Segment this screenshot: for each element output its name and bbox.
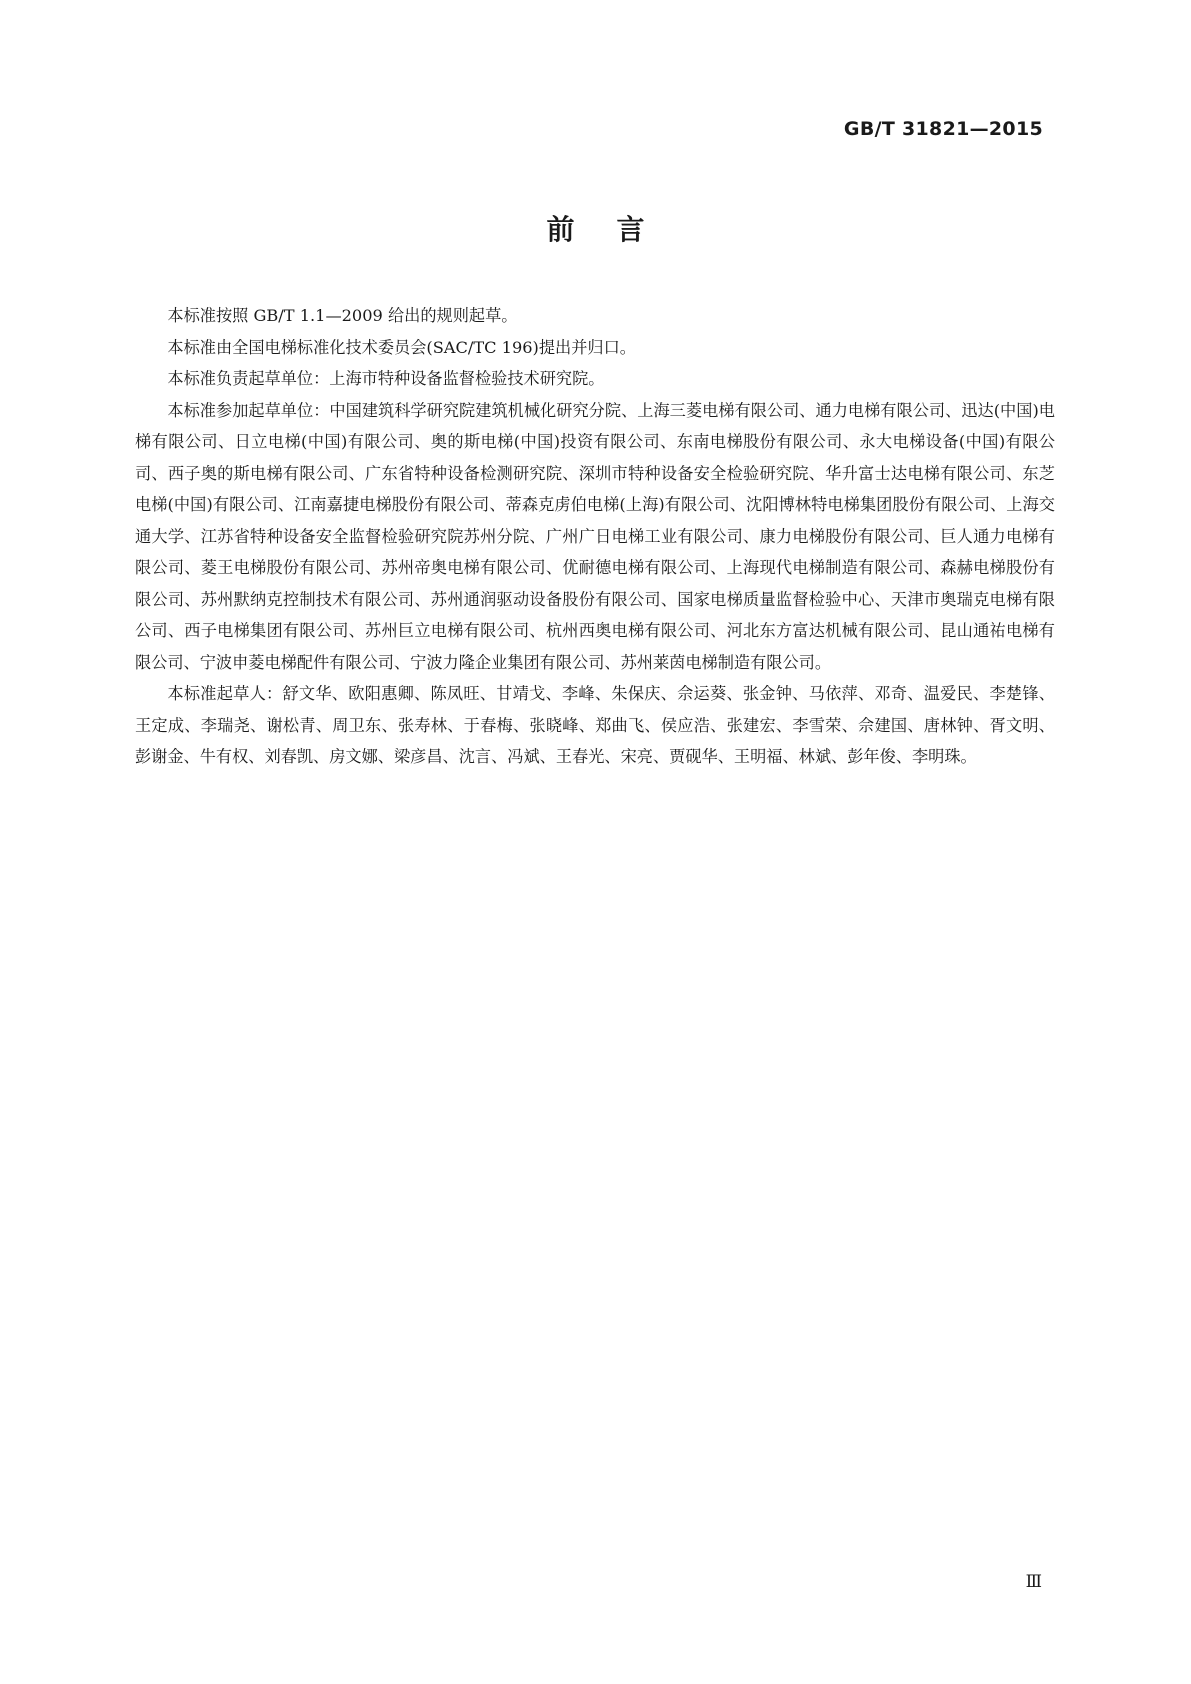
paragraph-participating-units: 本标准参加起草单位：中国建筑科学研究院建筑机械化研究分院、上海三菱电梯有限公司、通力电梯有限公司、迅达(中国)电梯有限公司、日立电梯(中国)有限公司、奥的斯电梯(中国)投资有限公司、东南电梯股份有限公司、永大电梯设备(中国)有限公司、西子奥的斯电梯有限公司、广东省特种设备检测研究院、深圳市特种设备安全检验研究院、华升富士达电梯有限公司、东芝电梯(中国)有限公司、江南嘉捷电梯股份有限公司、蒂森克虏伯电梯(上海)有限公司、沈阳博林特电梯集团股份有限公司、上海交通大学、江苏省特种设备安全监督检验研究院苏州分院、广州广日电梯工业有限公司、康力电梯股份有限公司、巨人通力电梯有限公司、菱王电梯股份有限公司、苏州帝奥电梯有限公司、优耐德电梯有限公司、上海现代电梯制造有限公司、森赫电梯股份有限公司、苏州默纳克控制技术有限公司、苏州通润驱动设备股份有限公司、国家电梯质量监督检验中心、天津市奥瑞克电梯有限公司、西子电梯集团有限公司、苏州巨立电梯有限公司、杭州西奥电梯有限公司、河北东方富达机械有限公司、昆山通祐电梯有限公司、宁波申菱电梯配件有限公司、宁波力隆企业集团有限公司、苏州莱茵电梯制造有限公司。 xyxy=(135,400,1055,672)
paragraph-drafters: 本标准起草人：舒文华、欧阳惠卿、陈凤旺、甘靖戈、李峰、朱保庆、佘运葵、张金钟、马依萍、邓奇、温爱民、李楚锋、王定成、李瑞尧、谢松青、周卫东、张寿林、于春梅、张晓峰、郑曲飞、侯应浩、张建宏、李雪荣、佘建国、唐林钟、胥文明、彭谢金、牛有权、刘春凯、房文娜、梁彦昌、沈言、冯斌、王春光、宋亮、贾砚华、王明福、林斌、彭年俊、李明珠。 xyxy=(135,684,1055,766)
page-title: 前言 xyxy=(546,213,687,246)
page-number: Ⅲ xyxy=(1025,1572,1041,1592)
paragraph-proposer: 本标准由全国电梯标准化技术委员会(SAC/TC 196)提出并归口。 xyxy=(167,337,636,357)
paragraph-lead-drafter: 本标准负责起草单位：上海市特种设备监督检验技术研究院。 xyxy=(167,369,605,388)
paragraph-drafting-rules: 本标准按照 GB/T 1.1—2009 给出的规则起草。 xyxy=(167,306,518,325)
document-body xyxy=(135,300,1055,773)
standard-code: GB/T 31821—2015 xyxy=(843,118,1043,140)
